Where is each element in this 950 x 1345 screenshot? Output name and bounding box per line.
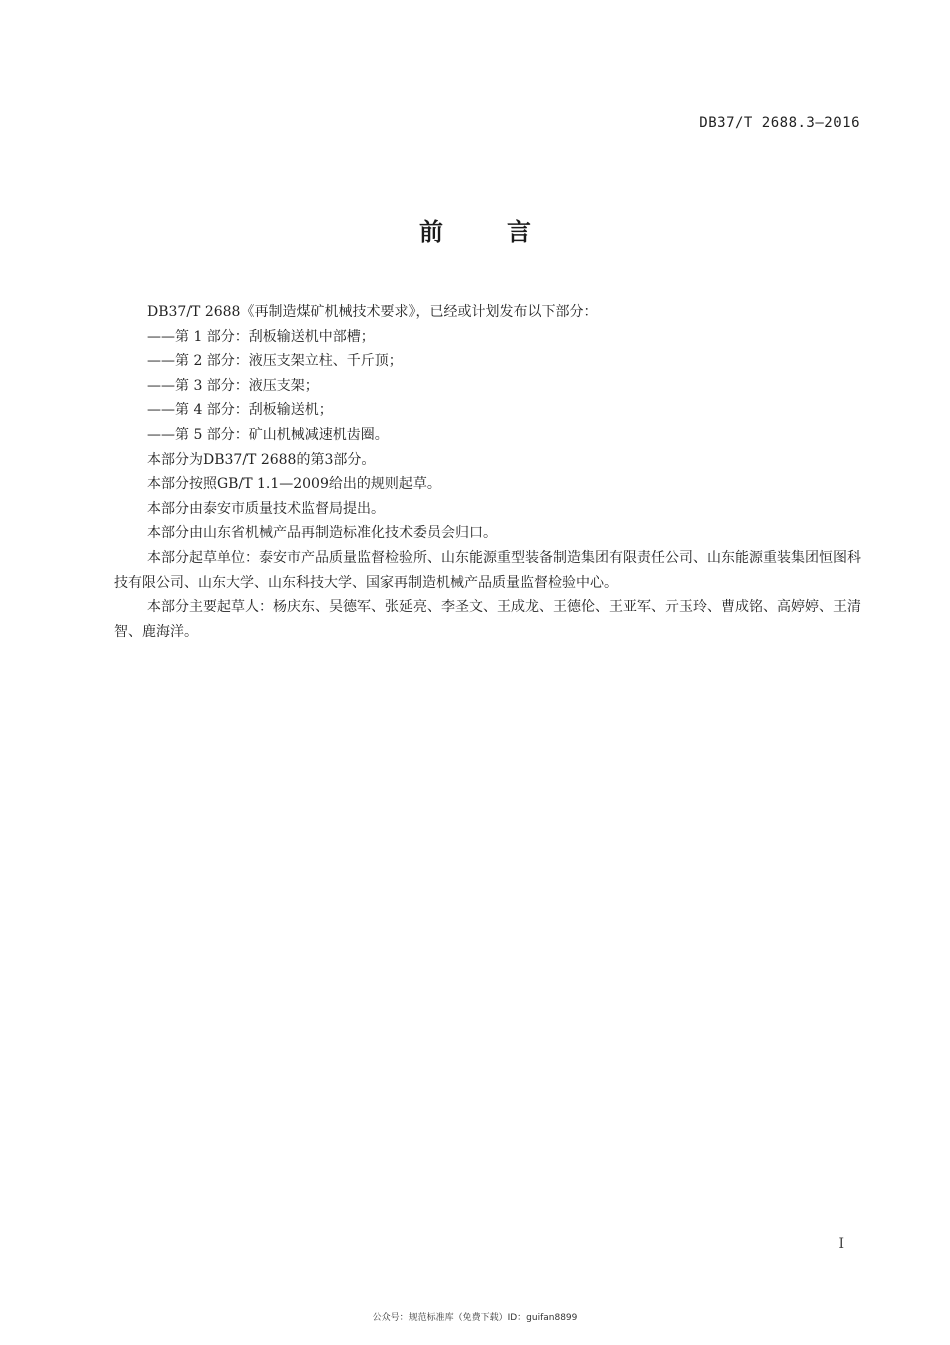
standard-code: DB37/T 2688.3—2016 <box>699 115 860 131</box>
list-item-part-5: ——第 5 部分：矿山机械减速机齿圈。 <box>147 426 389 443</box>
paragraph-intro: DB37/T 2688《再制造煤矿机械技术要求》，已经或计划发布以下部分： <box>147 304 598 320</box>
paragraph-proposer: 本部分由泰安市质量技术监督局提出。 <box>147 500 385 517</box>
page-number: I <box>838 1236 844 1252</box>
list-item-part-1: ——第 1 部分：刮板输送机中部槽； <box>147 328 375 345</box>
list-item-part-4: ——第 4 部分：刮板输送机； <box>147 402 333 419</box>
paragraph-drafting-units: 本部分起草单位：泰安市产品质量监督检验所、山东能源重型装备制造集团有限责任公司、山东能源重装集团恒图科技有限公司、山东大学、山东科技大学、国家再制造机械产品质量监督检验中心。 <box>114 549 861 591</box>
paragraph-drafting-rules: 本部分按照GB/T 1.1—2009给出的规则起草。 <box>147 476 441 493</box>
paragraph-committee: 本部分由山东省机械产品再制造标准化技术委员会归口。 <box>147 525 497 542</box>
footer-note: 公众号：规范标准库（免费下载）ID：guifan8899 <box>372 1313 578 1323</box>
page-title: 前 言 <box>419 218 551 246</box>
paragraph-drafters: 本部分主要起草人：杨庆东、吴德军、张延亮、李圣文、王成龙、王德伦、王亚军、亓玉玲、曹成铭、高婷婷、王清智、鹿海洋。 <box>114 599 861 640</box>
paragraph-part-statement: 本部分为DB37/T 2688的第3部分。 <box>147 451 376 468</box>
list-item-part-3: ——第 3 部分：液压支架； <box>147 377 319 394</box>
foreword-body <box>114 300 861 644</box>
list-item-part-2: ——第 2 部分：液压支架立柱、千斤顶； <box>147 353 403 370</box>
